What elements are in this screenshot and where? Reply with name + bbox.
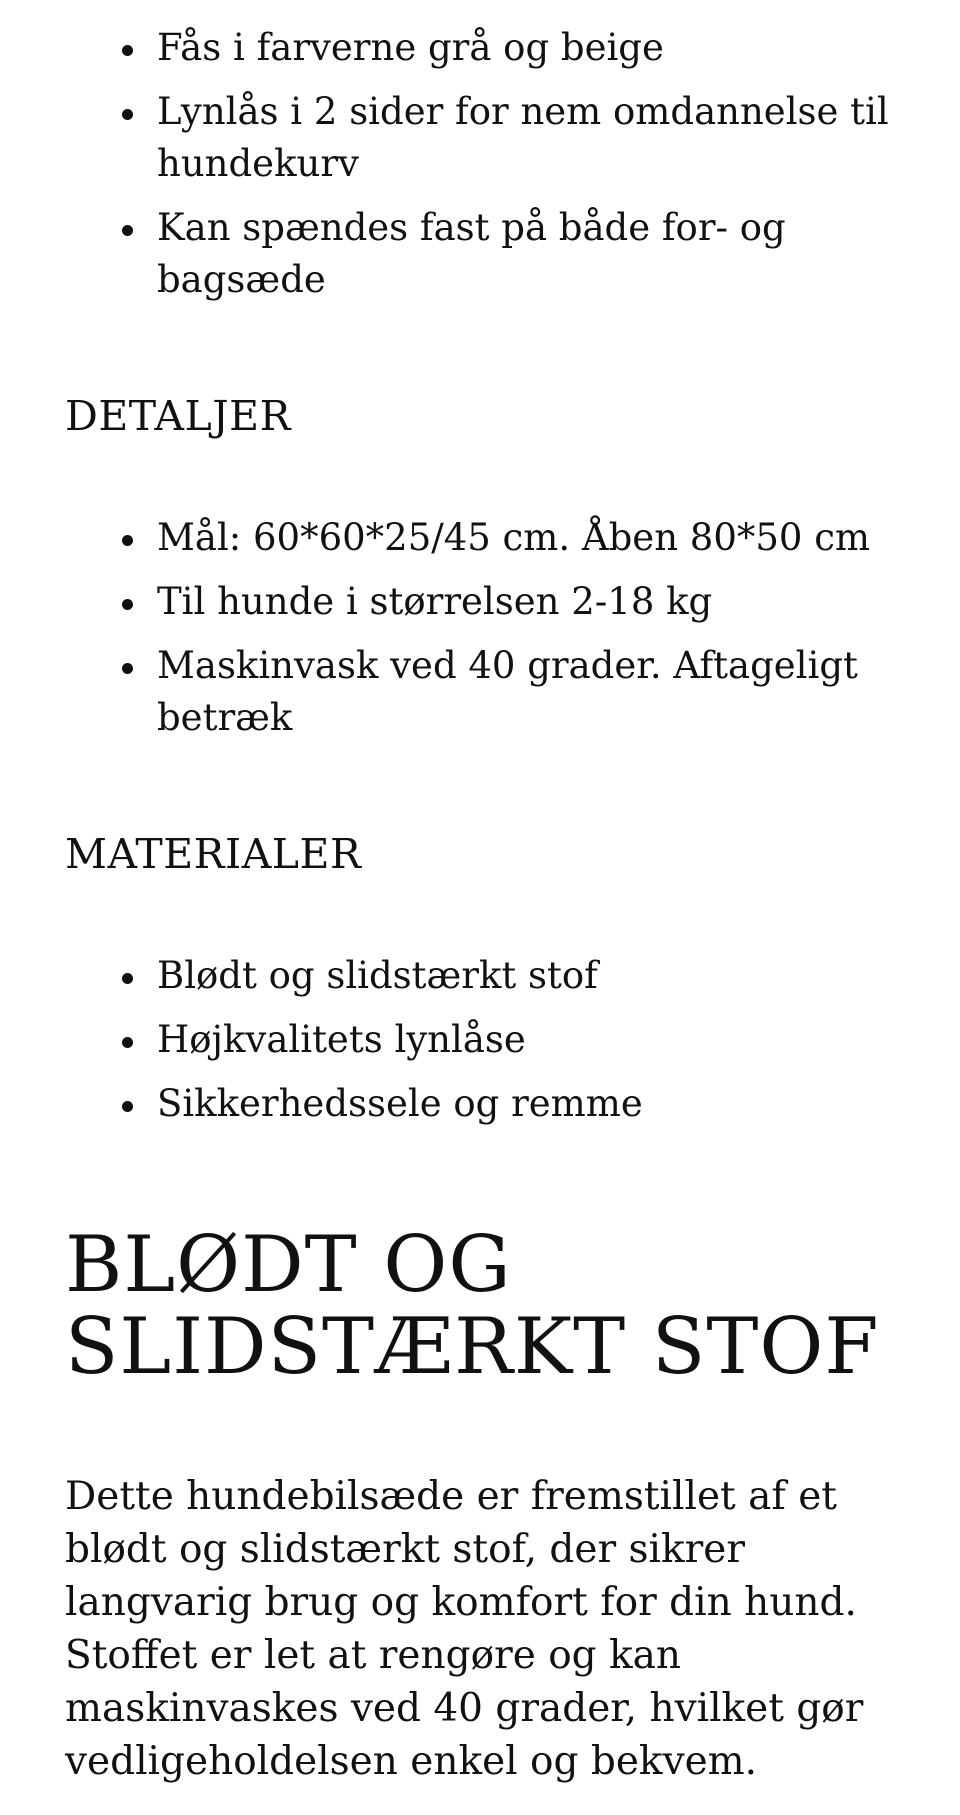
list-item-text: Lynlås i 2 sider for nem omdannelse til hundekurv: [157, 90, 889, 185]
materials-list: [65, 950, 925, 1130]
list-item: [65, 202, 925, 306]
list-item-text: Kan spændes fast på både for- og bagsæde: [157, 206, 786, 301]
bullet-icon: [122, 45, 133, 56]
bullet-icon: [122, 109, 133, 120]
list-item-text: Sikkerhedssele og remme: [157, 1082, 643, 1125]
list-item: [65, 1078, 925, 1130]
list-item-text: Blødt og slidstærkt stof: [157, 954, 598, 997]
fabric-section-body: Dette hundebilsæde er fremstillet af et blødt og slidstærkt stof, der sikrer langvarig brug og komfort for din hund. Stoffet er let at rengøre og kan maskinvaskes ved 40 grader, hvilket gør vedligeholdelsen enkel og bekvem.: [65, 1474, 864, 1784]
details-list: [65, 512, 925, 744]
product-description: [65, 22, 925, 1788]
bullet-icon: [122, 1101, 133, 1112]
list-item: [65, 86, 925, 190]
features-list: [65, 22, 925, 306]
bullet-icon: [122, 599, 133, 610]
bullet-icon: [122, 535, 133, 546]
bullet-icon: [122, 663, 133, 674]
details-heading: DETALJER: [65, 392, 291, 440]
list-item: [65, 1014, 925, 1066]
list-item-text: Til hunde i størrelsen 2-18 kg: [157, 580, 713, 623]
list-item-text: Fås i farverne grå og beige: [157, 26, 664, 69]
materials-heading: MATERIALER: [65, 830, 362, 878]
list-item-text: Højkvalitets lynlåse: [157, 1018, 526, 1061]
list-item-text: Mål: 60*60*25/45 cm. Åben 80*50 cm: [157, 516, 871, 559]
list-item: [65, 640, 925, 744]
fabric-section-heading: BLØDT OG SLIDSTÆRKT STOF: [65, 1220, 880, 1392]
list-item-text: Maskinvask ved 40 grader. Aftageligt betræk: [157, 644, 858, 739]
bullet-icon: [122, 973, 133, 984]
bullet-icon: [122, 225, 133, 236]
list-item: [65, 950, 925, 1002]
list-item: [65, 576, 925, 628]
list-item: [65, 22, 925, 74]
list-item: [65, 512, 925, 564]
bullet-icon: [122, 1037, 133, 1048]
